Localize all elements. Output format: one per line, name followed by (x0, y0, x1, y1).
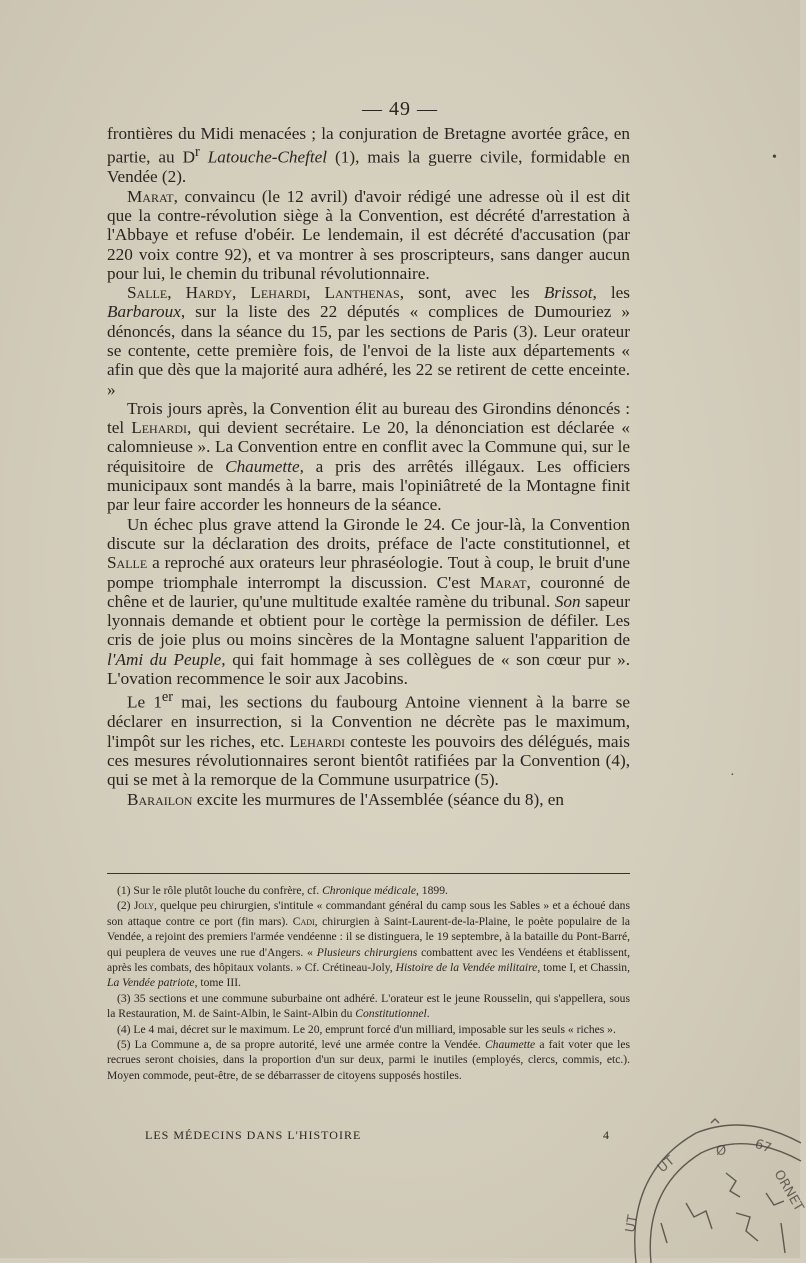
svg-text:Ø: Ø (716, 1144, 727, 1159)
paragraph-5: Un échec plus grave attend la Gironde le 24. Ce jour-là, la Convention discute sur la déclaration des droits, préface de l'acte constitutionnel, et Salle a reproché aux orateurs leur phraséologie. Tout à coup, le bruit d'une pompe triomphale interrompt la discussion. C'est Marat, couronné de chêne et de laurier, qu'une multitude exaltée ramène du tribunal. Son sapeur lyonnais demande et obtient pour le cortège la permission de défiler. Les cris de joie plus ou moins sincères de la Montagne saluent l'apparition de l'Ami du Peuple, qui fait hommage à ses collègues de « son cœur pur ». L'ovation recommence le soir aux Jacobins. (107, 514, 631, 689)
footnote-5: (5) La Commune a, de sa propre autorité, levé une armée contre la Vendée. Chaumette a fait voter que les recrues seront choisies, dans la proportion d'un sur deux, parmi le inutiles (employés, clercs, commis, etc.). Moyen commode, peut-être, de se débarrasser de citoyens supposés hostiles. (107, 1038, 630, 1082)
paragraph-2: Marat, convaincu (le 12 avril) d'avoir rédigé une adresse où il est dit que la contre-révolution siège à la Convention, est décrété d'arrestation à l'Abbaye et refuse d'obéir. Le lendemain, il est décrété d'accusation (par 220 voix contre 92), et va montrer à ses proscripteurs, sans danger aucun pour lui, le chemin du tribunal révolutionnaire. (107, 186, 630, 283)
running-footer (145, 1128, 610, 1143)
paragraph-4: Trois jours après, la Convention élit au bureau des Girondins dénoncés : tel Lehardi, qui devient secrétaire. Le 20, la dénonciation est déclarée « calomnieuse ». La Convention entre en conflit avec la Commune qui, sur le réquisitoire de Chaumette, a pris des arrêtés illégaux. Les officiers municipaux sont mandés à la barre, mais l'opiniâtreté de la Montagne finit par leur faire accorder les honneurs de la séance. (107, 398, 631, 515)
svg-text:67: 67 (752, 1136, 774, 1157)
page-number: — 49 — (362, 98, 438, 120)
footnote-3: (3) 35 sections et une commune suburbaine ont adhéré. L'orateur est le jeune Rousselin, qui s'appellera, sous la Restauration, M. de Saint-Albin, le Saint-Albin du Constitutionnel. (107, 991, 630, 1021)
footnote-1: (1) Sur le rôle plutôt louche du confrère, cf. Chronique médicale, 1899. (117, 884, 448, 897)
footnote-2: (2) Joly, quelque peu chirurgien, s'intitule « commandant général du camp sous les Sables » et a échoué dans son attaque contre ce port (fin mars). Cadi, chirurgien à Saint-Laurent-de-la-Plaine, le poète populaire de la Vendée, a rejoint des premiers l'armée vendéenne : il se distinguera, le 19 septembre, à la bataille du Pont-Barré, qui peuplera de veuves une rue d'Angers. « Plusieurs chirurgiens combattent avec les Vendéens et établissent, après les combats, des hôpitaux volants. » Cf. Crétineau-Joly, Histoire de la Vendée militaire, tome I, et Chassin, La Vendée patriote, tome III. (107, 899, 630, 990)
margin-speck: • (772, 150, 777, 165)
svg-text:UT: UT (654, 1153, 678, 1177)
main-text (107, 124, 630, 809)
signature-mark: 4 (603, 1128, 610, 1142)
paragraph-1: frontières du Midi menacées ; la conjuration de Bretagne avortée grâce, en partie, au $D^r$ Latouche-Cheftel (1), mais la guerre civile, formidable en Vendée (2). (107, 124, 631, 187)
paragraph-6: Le 1er mai, les sections du faubourg Antoine viennent à la barre se déclarer en insurrection, si la Convention ne décrète pas le maximum, l'impôt sur les riches, etc. Lehardi conteste les pouvoirs des délégués, mais ces mesures révolutionnaires seront bientôt ratifiées par la Convention (4), qui se met à la remorque de la Commune usurpatrice (5). (107, 689, 630, 790)
footer-title: LES MÉDECINS DANS L'HISTOIRE (145, 1128, 362, 1142)
paragraph-7: Barailon excite les murmures de l'Assemblée (séance du 8), en (127, 789, 565, 809)
svg-text:UT: UT (623, 1213, 641, 1234)
footnotes (107, 883, 630, 1083)
library-stamp-image (616, 1113, 806, 1263)
svg-text:ORNET: ORNET (770, 1167, 806, 1215)
footnote-rule (107, 873, 630, 874)
margin-speck: · (730, 768, 735, 783)
paragraph-3: Salle, Hardy, Lehardi, Lanthenas, sont, avec les Brissot, les Barbaroux, sur la liste des 22 députés « complices de Dumouriez » dénoncés, dans la séance du 15, par les sections de Paris (3). Leur orateur se contente, cette première fois, de l'envoi de la liste aux départements « afin que dès que la majorité aura adhéré, les 22 se retirent de cette enceinte. » (107, 283, 630, 399)
footnote-4: (4) Le 4 mai, décret sur le maximum. Le 20, emprunt forcé d'un milliard, imposable sur les seuls « riches ». (117, 1022, 616, 1036)
